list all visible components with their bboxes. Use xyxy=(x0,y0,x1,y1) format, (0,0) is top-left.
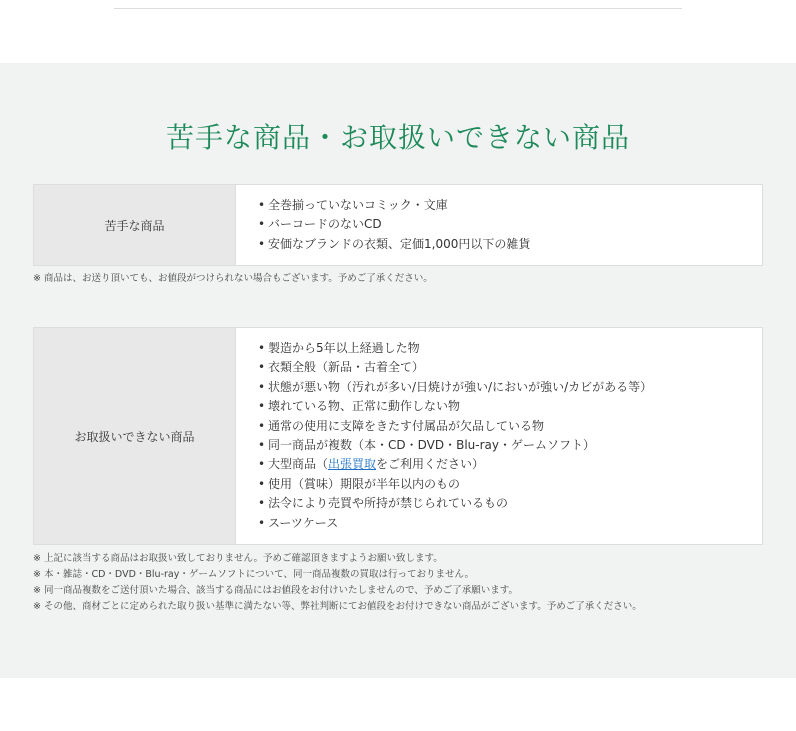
list-item: • 状態が悪い物（汚れが多い/日焼けが強い/においが強い/カビがある等） xyxy=(258,378,762,397)
unacceptable-items-notes xyxy=(33,551,642,615)
unacceptable-items-list xyxy=(258,339,762,533)
list-item: • 法令により売買や所持が禁じられているもの xyxy=(258,494,762,513)
top-divider xyxy=(114,8,682,9)
weak-items-note: ※ 商品は、お送り頂いても、お値段がつけられない場合もございます。予めご了承ください。 xyxy=(33,273,433,284)
large-items-suffix: をご利用ください） xyxy=(376,457,485,472)
list-item: • 使用（賞味）期限が半年以内のもの xyxy=(258,475,762,494)
large-items-prefix: 大型商品（ xyxy=(268,457,329,472)
note-line: ※ 本・雑誌・CD・DVD・Blu-ray・ゲームソフトについて、同一商品複数の買取は行っておりません。 xyxy=(33,569,475,580)
list-item: • 安価なブランドの衣類、定価1,000円以下の雑貨 xyxy=(258,235,762,254)
list-item: • 製造から5年以上経過した物 xyxy=(258,339,762,358)
list-item: • 全巻揃っていないコミック・文庫 xyxy=(258,196,762,215)
list-item: • 壊れている物、正常に動作しない物 xyxy=(258,397,762,416)
unacceptable-items-table xyxy=(33,327,763,545)
weak-items-table xyxy=(33,184,763,266)
unacceptable-items-label: お取扱いできない商品 xyxy=(34,328,236,544)
list-item-large-items xyxy=(258,455,762,474)
list-item: • 衣類全般（新品・古着全て） xyxy=(258,358,762,377)
weak-items-label: 苦手な商品 xyxy=(34,185,236,265)
list-item: • 同一商品が複数（本・CD・DVD・Blu-ray・ゲームソフト） xyxy=(258,436,762,455)
list-item: • スーツケース xyxy=(258,514,762,533)
list-item: • バーコードのないCD xyxy=(258,215,762,234)
on-site-purchase-link[interactable]: 出張買取 xyxy=(328,457,377,472)
note-line: ※ その他、商材ごとに定められた取り扱い基準に満たない等、弊社判断にてお値段をお付けできない商品がございます。予めご了承ください。 xyxy=(33,601,642,612)
section-title: 苦手な商品・お取扱いできない商品 xyxy=(165,121,630,154)
list-item: • 通常の使用に支障をきたす付属品が欠品している物 xyxy=(258,417,762,436)
weak-items-list xyxy=(258,196,762,254)
note-line: ※ 上記に該当する商品はお取扱い致しておりません。予めご確認頂きますようお願い致します。 xyxy=(33,553,443,564)
note-line: ※ 同一商品複数をご送付頂いた場合、該当する商品にはお値段をお付けいたしませんので、予めご了承願います。 xyxy=(33,585,519,596)
